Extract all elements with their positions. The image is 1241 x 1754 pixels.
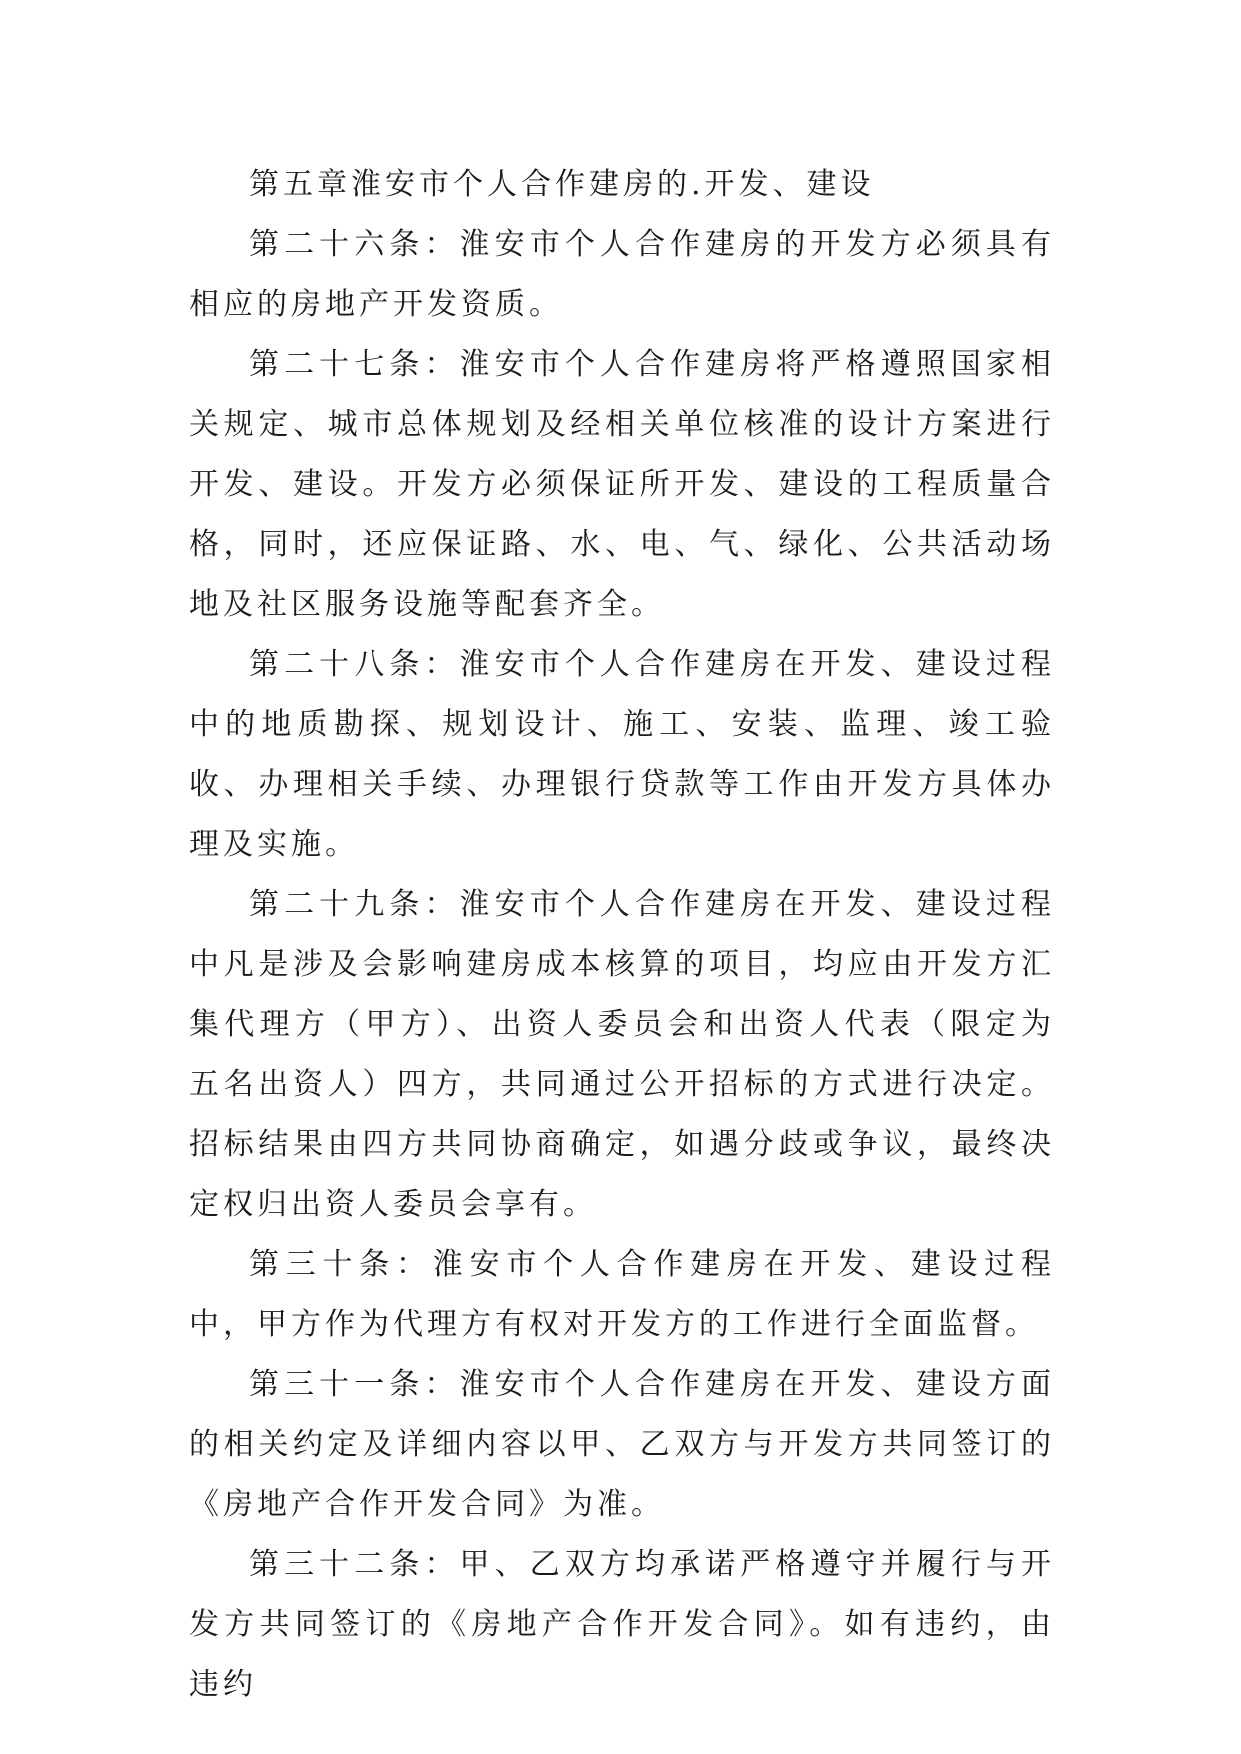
article-28: 第二十八条：淮安市个人合作建房在开发、建设过程中的地质勘探、规划设计、施工、安装、监理、竣工验收、办理相关手续、办理银行贷款等工作由开发方具体办理及实施。 [189, 647, 1055, 862]
article-30: 第三十条：淮安市个人合作建房在开发、建设过程中，甲方作为代理方有权对开发方的工作进行全面监督。 [189, 1247, 1055, 1342]
document-body [189, 155, 1055, 1715]
article-26: 第二十六条：淮安市个人合作建房的开发方必须具有相应的房地产开发资质。 [189, 227, 1055, 322]
chapter-heading: 第五章淮安市个人合作建房的.开发、建设 [249, 167, 875, 202]
article-32: 第三十二条：甲、乙双方均承诺严格遵守并履行与开发方共同签订的《房地产合作开发合同》。如有违约，由违约 [189, 1547, 1055, 1702]
article-29: 第二十九条：淮安市个人合作建房在开发、建设过程中凡是涉及会影响建房成本核算的项目，均应由开发方汇集代理方（甲方）、出资人委员会和出资人代表（限定为五名出资人）四方，共同通过公开招标的方式进行决定。招标结果由四方共同协商确定，如遇分歧或争议，最终决定权归出资人委员会享有。 [189, 887, 1055, 1222]
article-31: 第三十一条：淮安市个人合作建房在开发、建设方面的相关约定及详细内容以甲、乙双方与开发方共同签订的《房地产合作开发合同》为准。 [189, 1367, 1055, 1522]
article-27: 第二十七条：淮安市个人合作建房将严格遵照国家相关规定、城市总体规划及经相关单位核准的设计方案进行开发、建设。开发方必须保证所开发、建设的工程质量合格，同时，还应保证路、水、电、气、绿化、公共活动场地及社区服务设施等配套齐全。 [189, 347, 1055, 622]
